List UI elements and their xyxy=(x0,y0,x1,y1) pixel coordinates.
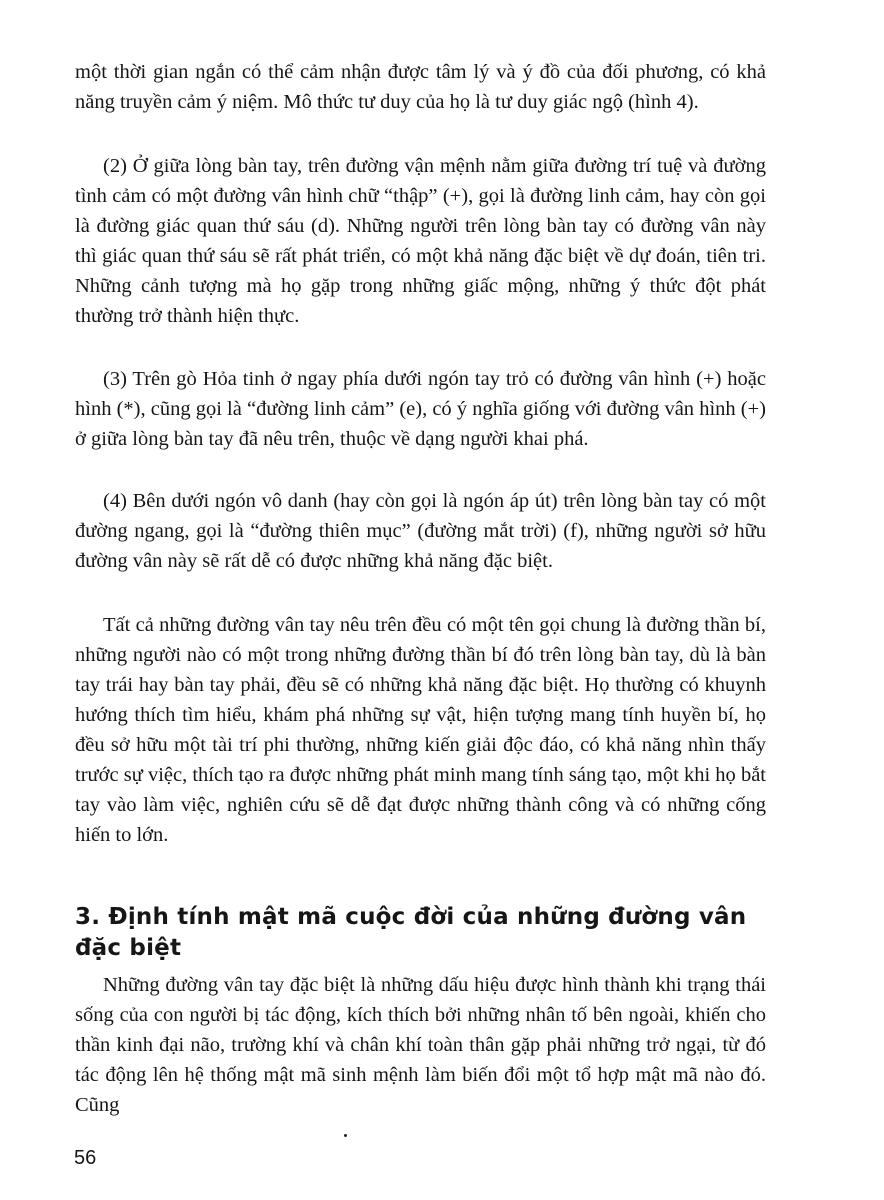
page-number: 56 xyxy=(74,1147,97,1169)
scan-speck xyxy=(344,1134,347,1137)
paragraph-item-4: (4) Bên dưới ngón vô danh (hay còn gọi là ngón áp út) trên lòng bàn tay có một đường ngang, gọi là “đường thiên mục” (đường mắt trời) (f), những người sở hữu đường vân này sẽ rất dễ có được những khả năng đặc biệt. xyxy=(75,490,766,572)
paragraph-continuation: một thời gian ngắn có thể cảm nhận được tâm lý và ý đồ của đối phương, có khả năng truyền cảm ý niệm. Mô thức tư duy của họ là tư duy giác ngộ (hình 4). xyxy=(75,61,766,113)
paragraph-summary: Tất cả những đường vân tay nêu trên đều có một tên gọi chung là đường thần bí, những người nào có một trong những đường thần bí đó trên lòng bàn tay, dù là bàn tay trái hay bàn tay phải, đều sẽ có những khả năng đặc biệt. Họ thường có khuynh hướng thích tìm hiểu, khám phá những sự vật, hiện tượng mang tính huyền bí, họ đều sở hữu một tài trí phi thường, những kiến giải độc đáo, có khả năng nhìn thấy trước sự việc, thích tạo ra được những phát minh mang tính sáng tạo, một khi họ bắt tay vào làm việc, nghiên cứu sẽ dễ đạt được những thành công và có những cống hiến to lớn. xyxy=(75,614,766,846)
paragraph-item-2: (2) Ở giữa lòng bàn tay, trên đường vận mệnh nằm giữa đường trí tuệ và đường tình cảm có một đường vân hình chữ “thập” (+), gọi là đường linh cảm, hay còn gọi là đường giác quan thứ sáu (d). Những người trên lòng bàn tay có đường vân này thì giác quan thứ sáu sẽ rất phát triển, có một khả năng đặc biệt về dự đoán, tiên tri. Những cảnh tượng mà họ gặp trong những giấc mộng, những ý thức đột phát thường trở thành hiện thực. xyxy=(75,155,766,327)
section-heading: 3. Định tính mật mã cuộc đời của những đường vân đặc biệt xyxy=(75,904,747,961)
paragraph-section-intro: Những đường vân tay đặc biệt là những dấu hiệu được hình thành khi trạng thái sống của con người bị tác động, kích thích bởi những nhân tố bên ngoài, khiến cho thần kinh đại não, trường khí và chân khí toàn thân gặp phải những trở ngại, từ đó tác động lên hệ thống mật mã sinh mệnh làm biến đổi một tổ hợp mật mã nào đó. Cũng xyxy=(75,974,766,1116)
paragraph-item-3: (3) Trên gò Hỏa tinh ở ngay phía dưới ngón tay trỏ có đường vân hình (+) hoặc hình (*), cũng gọi là “đường linh cảm” (e), có ý nghĩa giống với đường vân hình (+) ở giữa lòng bàn tay đã nêu trên, thuộc về dạng người khai phá. xyxy=(75,368,766,450)
